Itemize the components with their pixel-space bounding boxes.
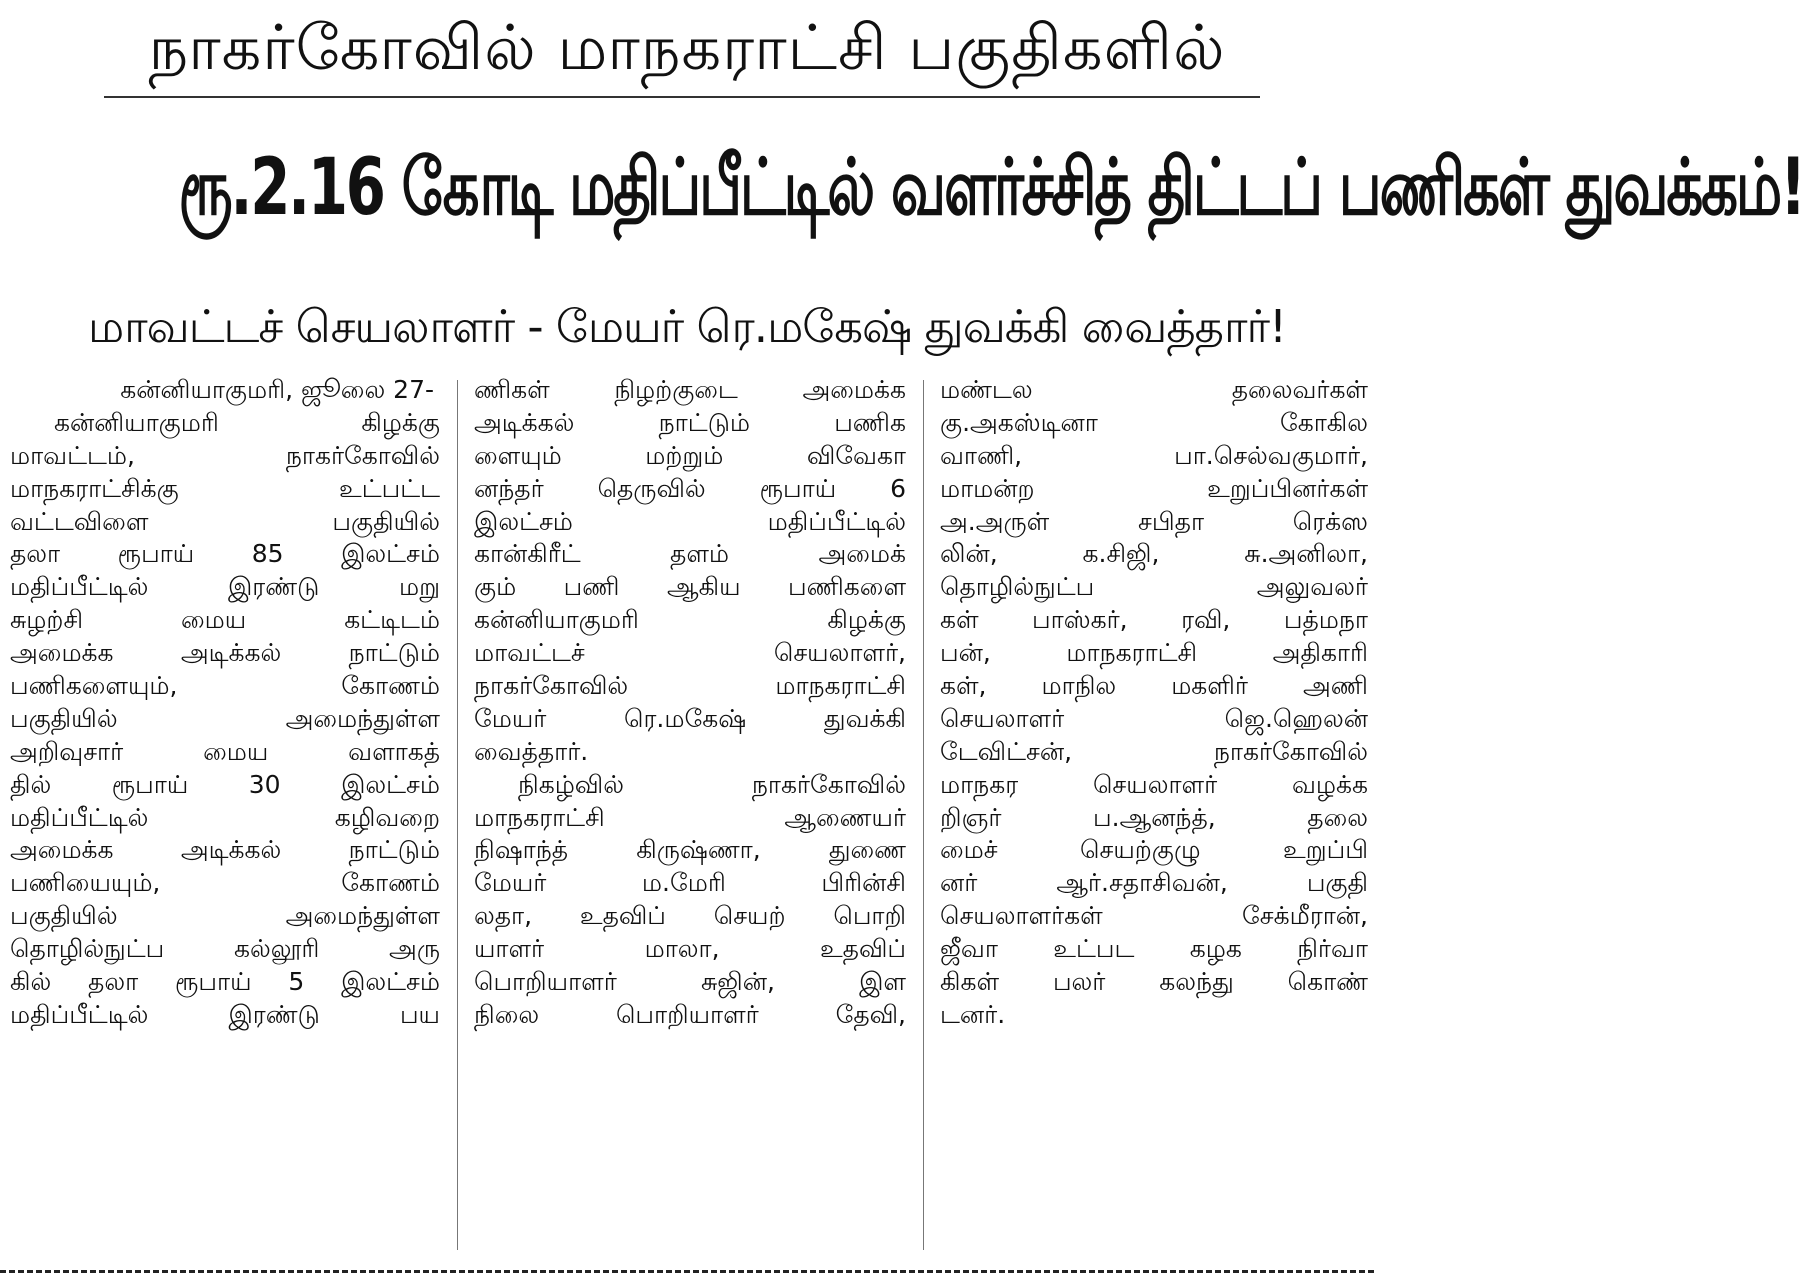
column-divider	[923, 380, 924, 1250]
article-line: தலா ரூபாய் 85 இலட்சம்	[10, 539, 440, 569]
sub-headline: மாவட்டச் செயலாளர் - மேயர் ரெ.மகேஷ் துவக்கி வைத்தார்!	[87, 300, 1287, 353]
article-line: றிஞர் ப.ஆனந்த், தலை	[940, 802, 1368, 832]
article-line: தில் ரூபாய் 30 இலட்சம்	[10, 769, 440, 799]
article-line: தொழில்நுட்ப கல்லூரி அரு	[10, 934, 440, 964]
article-line: ஜீவா உட்பட கழக நிர்வா	[940, 934, 1368, 964]
article-line: னந்தர் தெருவில் ரூபாய் 6	[474, 473, 906, 503]
kicker-heading: நாகர்கோவில் மாநகராட்சி பகுதிகளில்	[148, 11, 1226, 84]
article-line: இலட்சம் மதிப்பீட்டில்	[474, 506, 906, 536]
bottom-dashed-border	[0, 1270, 1374, 1273]
article-line: தொழில்நுட்ப அலுவலர்	[940, 572, 1368, 602]
article-line: கன்னியாகுமரி கிழக்கு	[474, 605, 906, 635]
article-column-3	[940, 374, 1368, 1254]
article-line: கள், மாநில மகளிர் அணி	[940, 671, 1368, 701]
article-line: பகுதியில் அமைந்துள்ள	[10, 703, 440, 733]
article-line: மதிப்பீட்டில் இரண்டு மறு	[10, 572, 440, 602]
article-line: பொறியாளர் சுஜின், இள	[474, 967, 906, 997]
article-line: பகுதியில் அமைந்துள்ள	[10, 901, 440, 931]
article-line: செயலாளர் ஜெ.ஹெலன்	[940, 703, 1368, 733]
kicker-underline	[104, 96, 1260, 98]
article-line: வைத்தார்.	[474, 736, 589, 766]
article-line: கு.அகஸ்டினா கோகில	[940, 407, 1368, 437]
article-line: ளையும் மற்றும் விவேகா	[474, 440, 906, 470]
article-line: மாநகர செயலாளர் வழக்க	[940, 769, 1368, 799]
article-line: பன், மாநகராட்சி அதிகாரி	[940, 638, 1368, 668]
article-line: வட்டவிளை பகுதியில்	[10, 506, 440, 536]
article-line: மாநகராட்சி ஆணையர்	[474, 802, 906, 832]
article-line: யாளர் மாலா, உதவிப்	[474, 934, 906, 964]
article-line: சுழற்சி மைய கட்டிடம்	[10, 605, 440, 635]
article-line: அ.அருள் சபிதா ரெக்ஸ	[940, 506, 1368, 536]
article-line: நிஷாந்த் கிருஷ்ணா, துணை	[474, 835, 906, 865]
article-line: லின், க.சிஜி, சு.அனிலா,	[940, 539, 1368, 569]
column-divider	[457, 380, 458, 1250]
article-line: மாவட்டம், நாகர்கோவில்	[10, 440, 440, 470]
article-line: அமைக்க அடிக்கல் நாட்டும்	[10, 638, 440, 668]
article-line: பணியையும், கோணம்	[10, 868, 440, 898]
article-line: அடிக்கல் நாட்டும் பணிக	[474, 407, 906, 437]
article-line: மதிப்பீட்டில் கழிவறை	[10, 802, 440, 832]
dateline: கன்னியாகுமரி, ஜூலை 27-	[120, 375, 434, 404]
article-line: பணிகளையும், கோணம்	[10, 671, 440, 701]
article-line: கான்கிரீட் தளம் அமைக்	[474, 539, 906, 569]
article-line: அமைக்க அடிக்கல் நாட்டும்	[10, 835, 440, 865]
article-line: லதா, உதவிப் செயற் பொறி	[474, 901, 906, 931]
article-line: டனர்.	[940, 999, 1006, 1029]
article-column-2	[474, 374, 906, 1254]
article-line: மேயர் ம.மேரி பிரின்சி	[474, 868, 906, 898]
article-line: மாமன்ற உறுப்பினர்கள்	[940, 473, 1368, 503]
article-line: நிலை பொறியாளர் தேவி,	[474, 999, 906, 1029]
article-line: நிகழ்வில் நாகர்கோவில்	[518, 769, 906, 799]
article-line: னர் ஆர்.சதாசிவன், பகுதி	[940, 868, 1368, 898]
article-line: மண்டல தலைவர்கள்	[940, 375, 1368, 404]
article-line: மதிப்பீட்டில் இரண்டு பய	[10, 999, 440, 1029]
article-line: மாநகராட்சிக்கு உட்பட்ட	[10, 473, 440, 503]
article-line: கள் பாஸ்கர், ரவி, பத்மநா	[940, 605, 1368, 635]
article-column-1	[10, 374, 440, 1254]
article-line: அறிவுசார் மைய வளாகத்	[10, 736, 440, 766]
article-line: கிகள் பலர் கலந்து கொண்	[940, 967, 1368, 997]
article-line: மேயர் ரெ.மகேஷ் துவக்கி	[474, 703, 906, 733]
article-line: கில் தலா ரூபாய் 5 இலட்சம்	[10, 967, 440, 997]
article-line: மைச் செயற்குழு உறுப்பி	[940, 835, 1368, 865]
article-line: செயலாளர்கள் சேக்மீரான்,	[940, 901, 1368, 931]
main-headline: ரூ.2.16 கோடி மதிப்பீட்டில் வளர்ச்சித் திட்டப் பணிகள் துவக்கம்!	[178, 143, 1804, 233]
article-line: மாவட்டச் செயலாளர்,	[474, 638, 906, 668]
article-line: கன்னியாகுமரி கிழக்கு	[54, 407, 440, 437]
article-line: நாகர்கோவில் மாநகராட்சி	[474, 671, 906, 701]
article-line: வாணி, பா.செல்வகுமார்,	[940, 440, 1368, 470]
article-line: ணிகள் நிழற்குடை அமைக்க	[474, 375, 906, 404]
article-line: கும் பணி ஆகிய பணிகளை	[474, 572, 906, 602]
article-line: டேவிட்சன், நாகர்கோவில்	[940, 736, 1368, 766]
